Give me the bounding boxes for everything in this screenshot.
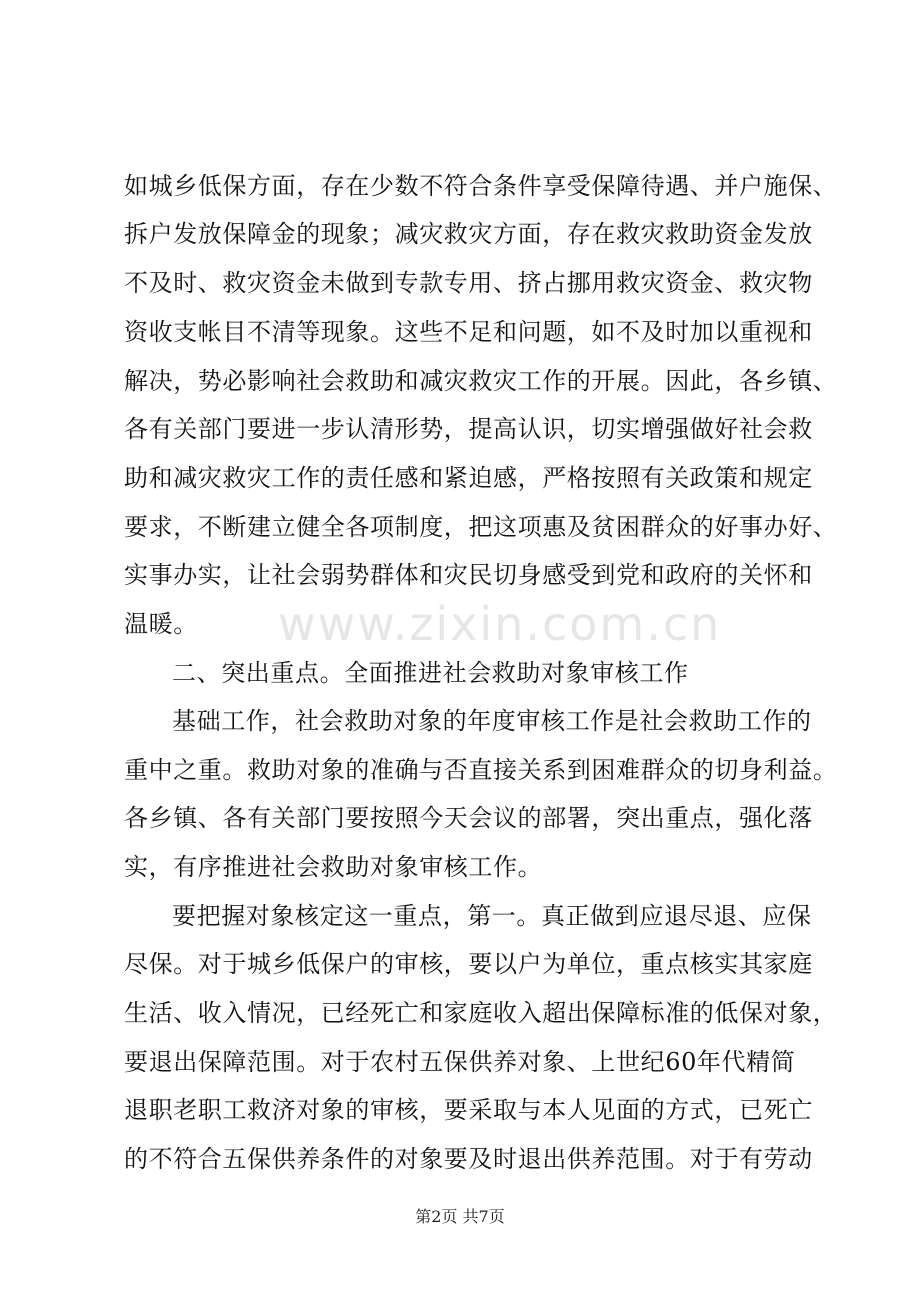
body-line: 基础工作，社会救助对象的年度审核工作是社会救助工作的 [172,707,812,735]
body-line: 退职老职工救济对象的审核，要采取与本人见面的方式，已死亡 [124,1096,813,1124]
body-line: 要求，不断建立健全各项制度，把这项惠及贫困群众的好事办好、 [124,513,838,541]
body-line: 资收支帐目不清等现象。这些不足和问题，如不及时加以重视和 [124,318,813,346]
body-line: 尽保。对于城乡低保户的审核，要以户为单位，重点核实其家庭 [124,950,813,978]
body-line: 温暖。 [124,610,198,638]
body-line: 要退出保障范围。对于农村五保供养对象、上世纪60年代精简 [124,1048,796,1076]
section-heading: 二、突出重点。全面推进社会救助对象审核工作 [172,659,689,687]
body-line: 实，有序推进社会救助对象审核工作。 [124,853,543,881]
body-line: 拆户发放保障金的现象；减灾救灾方面，存在救灾救助资金发放 [124,220,813,248]
body-line: 要把握对象核定这一重点，第一。真正做到应退尽退、应保 [172,902,812,930]
body-line: 的不符合五保供养条件的对象要及时退出供养范围。对于有劳动 [124,1145,813,1173]
body-line: 各乡镇、各有关部门要按照今天会议的部署，突出重点，强化落 [124,804,813,832]
body-line: 助和减灾救灾工作的责任感和紧迫感，严格按照有关政策和规定 [124,464,813,492]
body-line: 不及时、救灾资金未做到专款专用、挤占挪用救灾资金、救灾物 [124,269,813,297]
watermark: www.zixin.com.cn [278,597,722,651]
body-line: 解决，势必影响社会救助和减灾救灾工作的开展。因此，各乡镇、 [124,367,838,395]
body-line: 生活、收入情况，已经死亡和家庭收入超出保障标准的低保对象， [124,999,838,1027]
body-line: 如城乡低保方面，存在少数不符合条件享受保障待遇、并户施保、 [124,172,838,200]
page-footer: 第2页 共7页 [415,1207,505,1226]
body-line: 各有关部门要进一步认清形势，提高认识，切实增强做好社会救 [124,415,813,443]
body-line: 实事办实，让社会弱势群体和灾民切身感受到党和政府的关怀和 [124,561,813,589]
body-line: 重中之重。救助对象的准确与否直接关系到困难群众的切身利益。 [124,756,838,784]
